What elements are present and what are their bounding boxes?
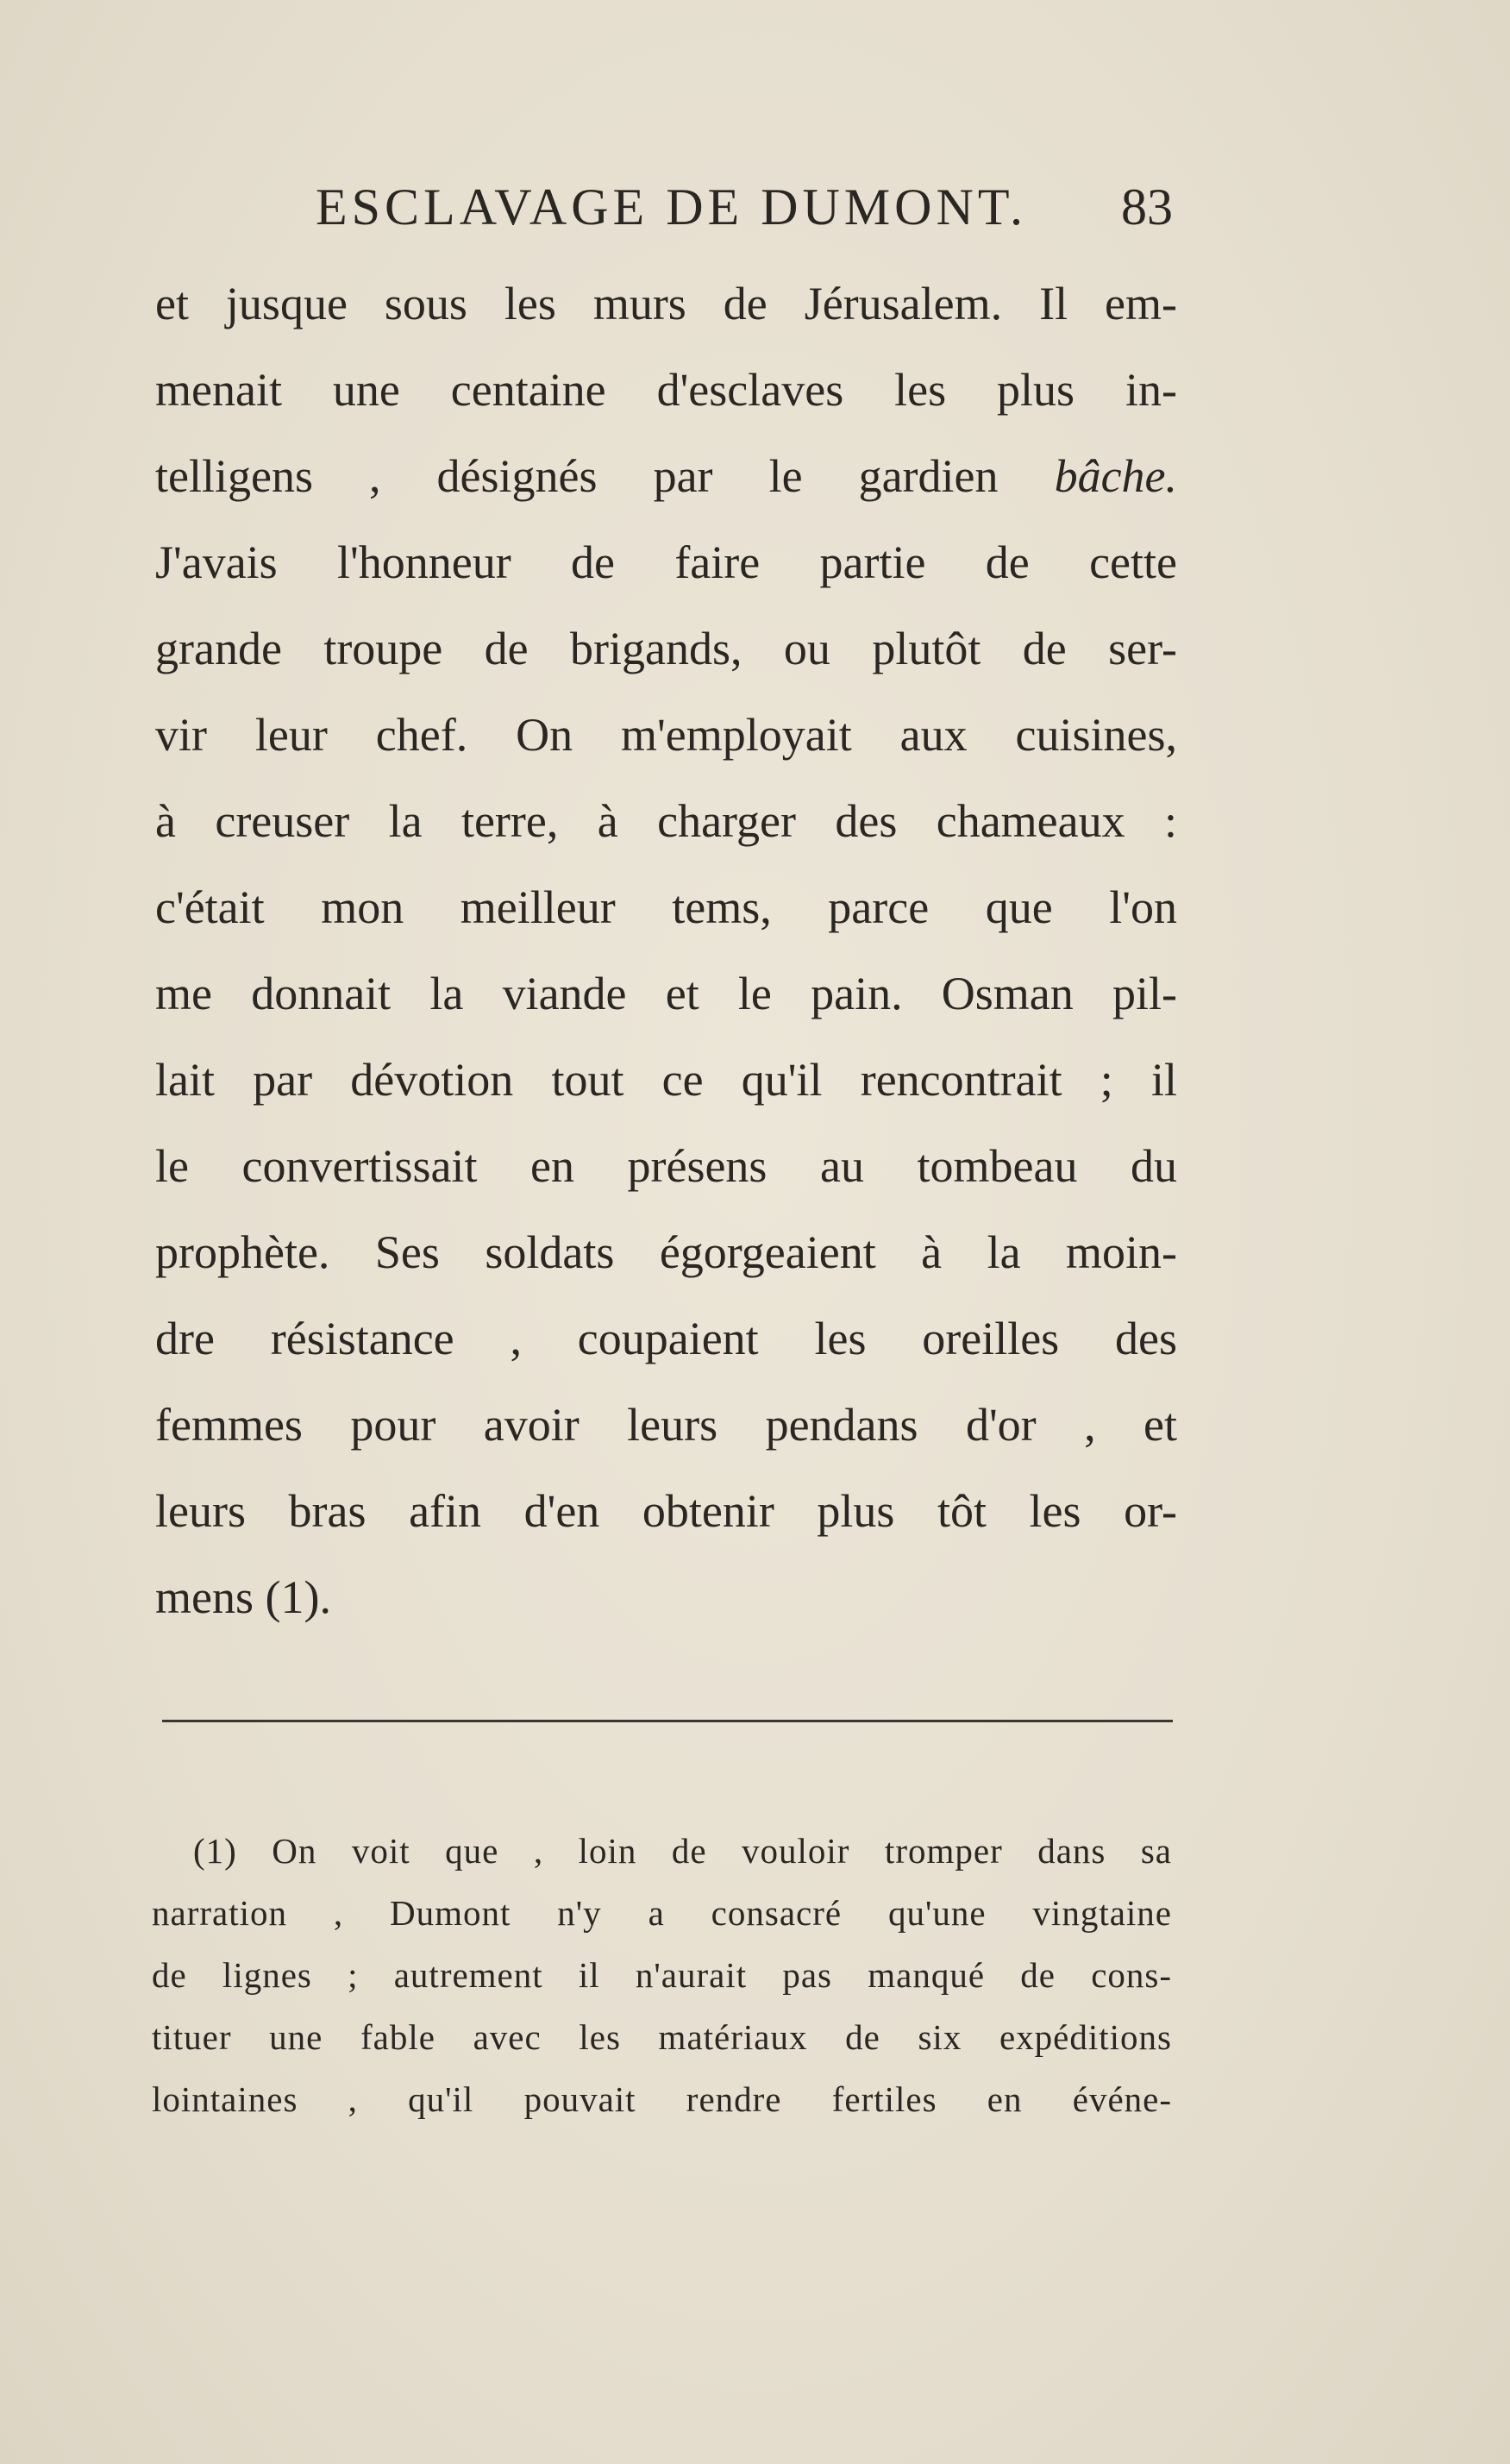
body-line: et jusque sous les murs de Jérusalem. Il em- — [155, 278, 1177, 329]
footnote-rule — [162, 1720, 1173, 1722]
body-line-with-italic — [155, 433, 1177, 519]
body-line: grande troupe de brigands, ou plutôt de ser- — [155, 623, 1177, 674]
body-line: à creuser la terre, à charger des chameaux : — [155, 795, 1177, 847]
body-line: femmes pour avoir leurs pendans d'or , et — [155, 1399, 1177, 1451]
body-line: mens (1). — [155, 1571, 331, 1623]
footnote-line: narration , Dumont n'y a consacré qu'une vingtaine — [152, 1893, 1172, 1933]
body-line-text: telligens , désignés par le gardien — [155, 450, 999, 502]
running-head — [155, 172, 1200, 241]
italic-word: bâche. — [1054, 450, 1177, 502]
footnote — [152, 1820, 1172, 2130]
body-line: dre résistance , coupaient les oreilles des — [155, 1313, 1177, 1364]
footnote-line: tituer une fable avec les matériaux de six expéditions — [152, 2017, 1172, 2057]
footnote-line: de lignes ; autrement il n'aurait pas manqué de cons- — [152, 1955, 1172, 1995]
body-line: vir leur chef. On m'employait aux cuisines, — [155, 709, 1177, 761]
body-line: le convertissait en présens au tombeau du — [155, 1140, 1177, 1192]
body-line: menait une centaine d'esclaves les plus in- — [155, 364, 1177, 416]
body-text — [155, 260, 1177, 1640]
body-line: me donnait la viande et le pain. Osman pil- — [155, 968, 1177, 1019]
body-line: prophète. Ses soldats égorgeaient à la moin- — [155, 1226, 1177, 1278]
footnote-line: (1) On voit que , loin de vouloir tromper dans sa — [193, 1831, 1172, 1871]
body-line: c'était mon meilleur tems, parce que l'on — [155, 881, 1177, 933]
page-number: 83 — [1121, 179, 1173, 235]
body-line: leurs bras afin d'en obtenir plus tôt les or- — [155, 1485, 1177, 1537]
running-title: ESCLAVAGE DE DUMONT. — [316, 179, 1028, 235]
body-line: lait par dévotion tout ce qu'il rencontrait ; il — [155, 1054, 1177, 1106]
body-line: J'avais l'honneur de faire partie de cette — [155, 536, 1177, 588]
footnote-line: lointaines , qu'il pouvait rendre fertiles en événe- — [152, 2079, 1172, 2119]
